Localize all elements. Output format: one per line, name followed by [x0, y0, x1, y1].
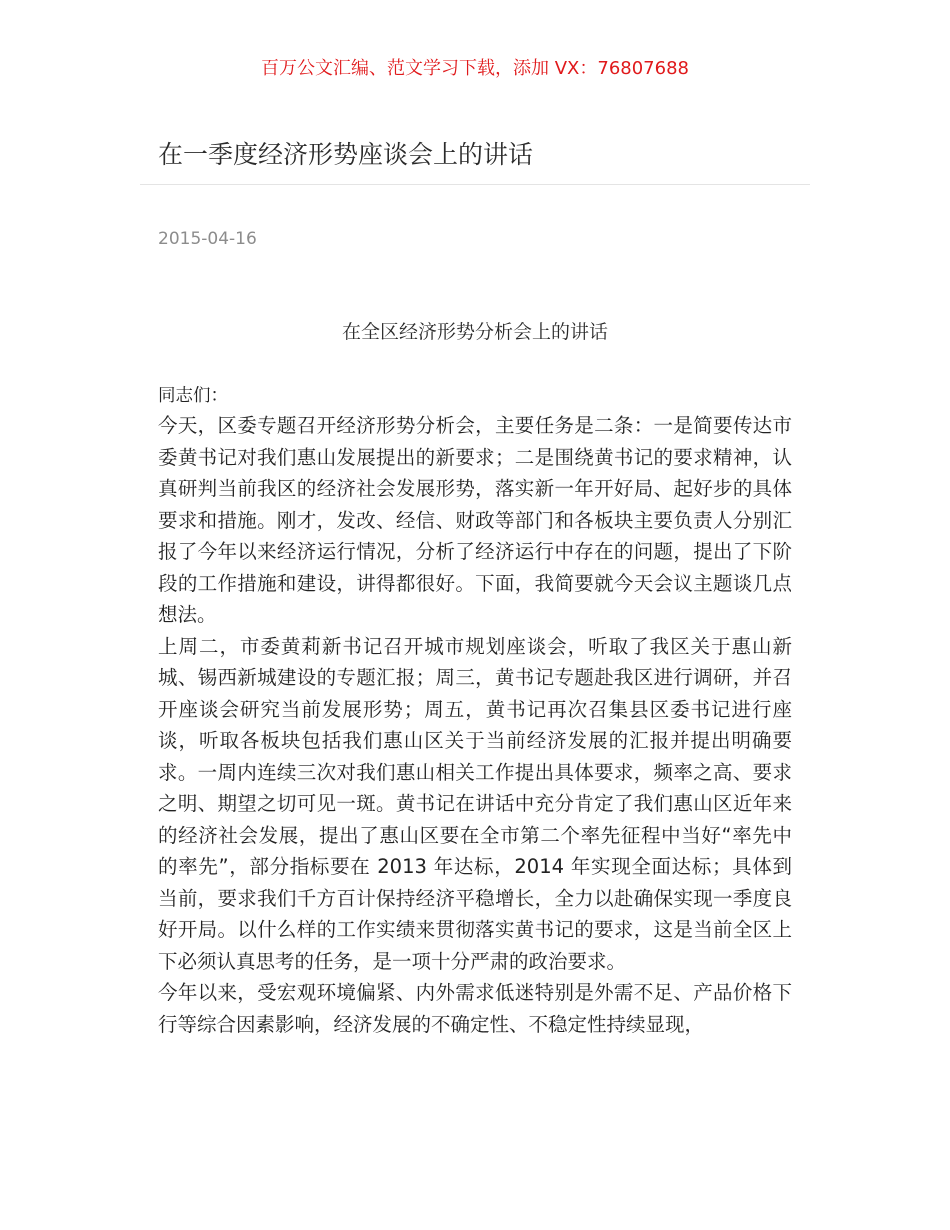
- title-divider: [140, 184, 810, 185]
- speech-subtitle: 在全区经济形势分析会上的讲话: [341, 321, 608, 343]
- body-paragraph-2: 上周二，市委黄莉新书记召开城市规划座谈会，听取了我区关于惠山新城、锡西新城建设的专题汇报；周三，黄书记专题赴我区进行调研，并召开座谈会研究当前发展形势；周五，黄书记再次召集县区委书记进行座谈，听取各板块包括我们惠山区关于当前经济发展的汇报并提出明确要求。一周内连续三次对我们惠山相关工作提出具体要求，频率之高、要求之明、期望之切可见一斑。黄书记在讲话中充分肯定了我们惠山区近年来的经济社会发展，提出了惠山区要在全市第二个率先征程中当好“率先中的率先”，部分指标要在 2013 年达标，2014 年实现全面达标；具体到当前，要求我们千方百计保持经济平稳增长，全力以赴确保实现一季度良好开局。以什么样的工作实绩来贯彻落实黄书记的要求，这是当前全区上下必须认真思考的任务，是一项十分严肃的政治要求。: [158, 634, 792, 973]
- greeting: 同志们：: [158, 386, 228, 406]
- publish-date: 2015-04-16: [158, 229, 257, 249]
- watermark-banner: 百万公文汇编、范文学习下载，添加 VX：76807688: [261, 58, 689, 79]
- article-body: [158, 382, 792, 1040]
- body-paragraph-3: 今年以来，受宏观环境偏紧、内外需求低迷特别是外需不足、产品价格下行等综合因素影响，经济发展的不确定性、不稳定性持续显现，: [158, 981, 792, 1036]
- body-paragraph-1: 今天，区委专题召开经济形势分析会，主要任务是二条：一是简要传达市委黄书记对我们惠山发展提出的新要求；二是围绕黄书记的要求精神，认真研判当前我区的经济社会发展形势，落实新一年开好局、起好步的具体要求和措施。刚才，发改、经信、财政等部门和各板块主要负责人分别汇报了今年以来经济运行情况，分析了经济运行中存在的问题，提出了下阶段的工作措施和建设，讲得都很好。下面，我简要就今天会议主题谈几点想法。: [158, 414, 792, 626]
- article-title: 在一季度经济形势座谈会上的讲话: [158, 140, 534, 169]
